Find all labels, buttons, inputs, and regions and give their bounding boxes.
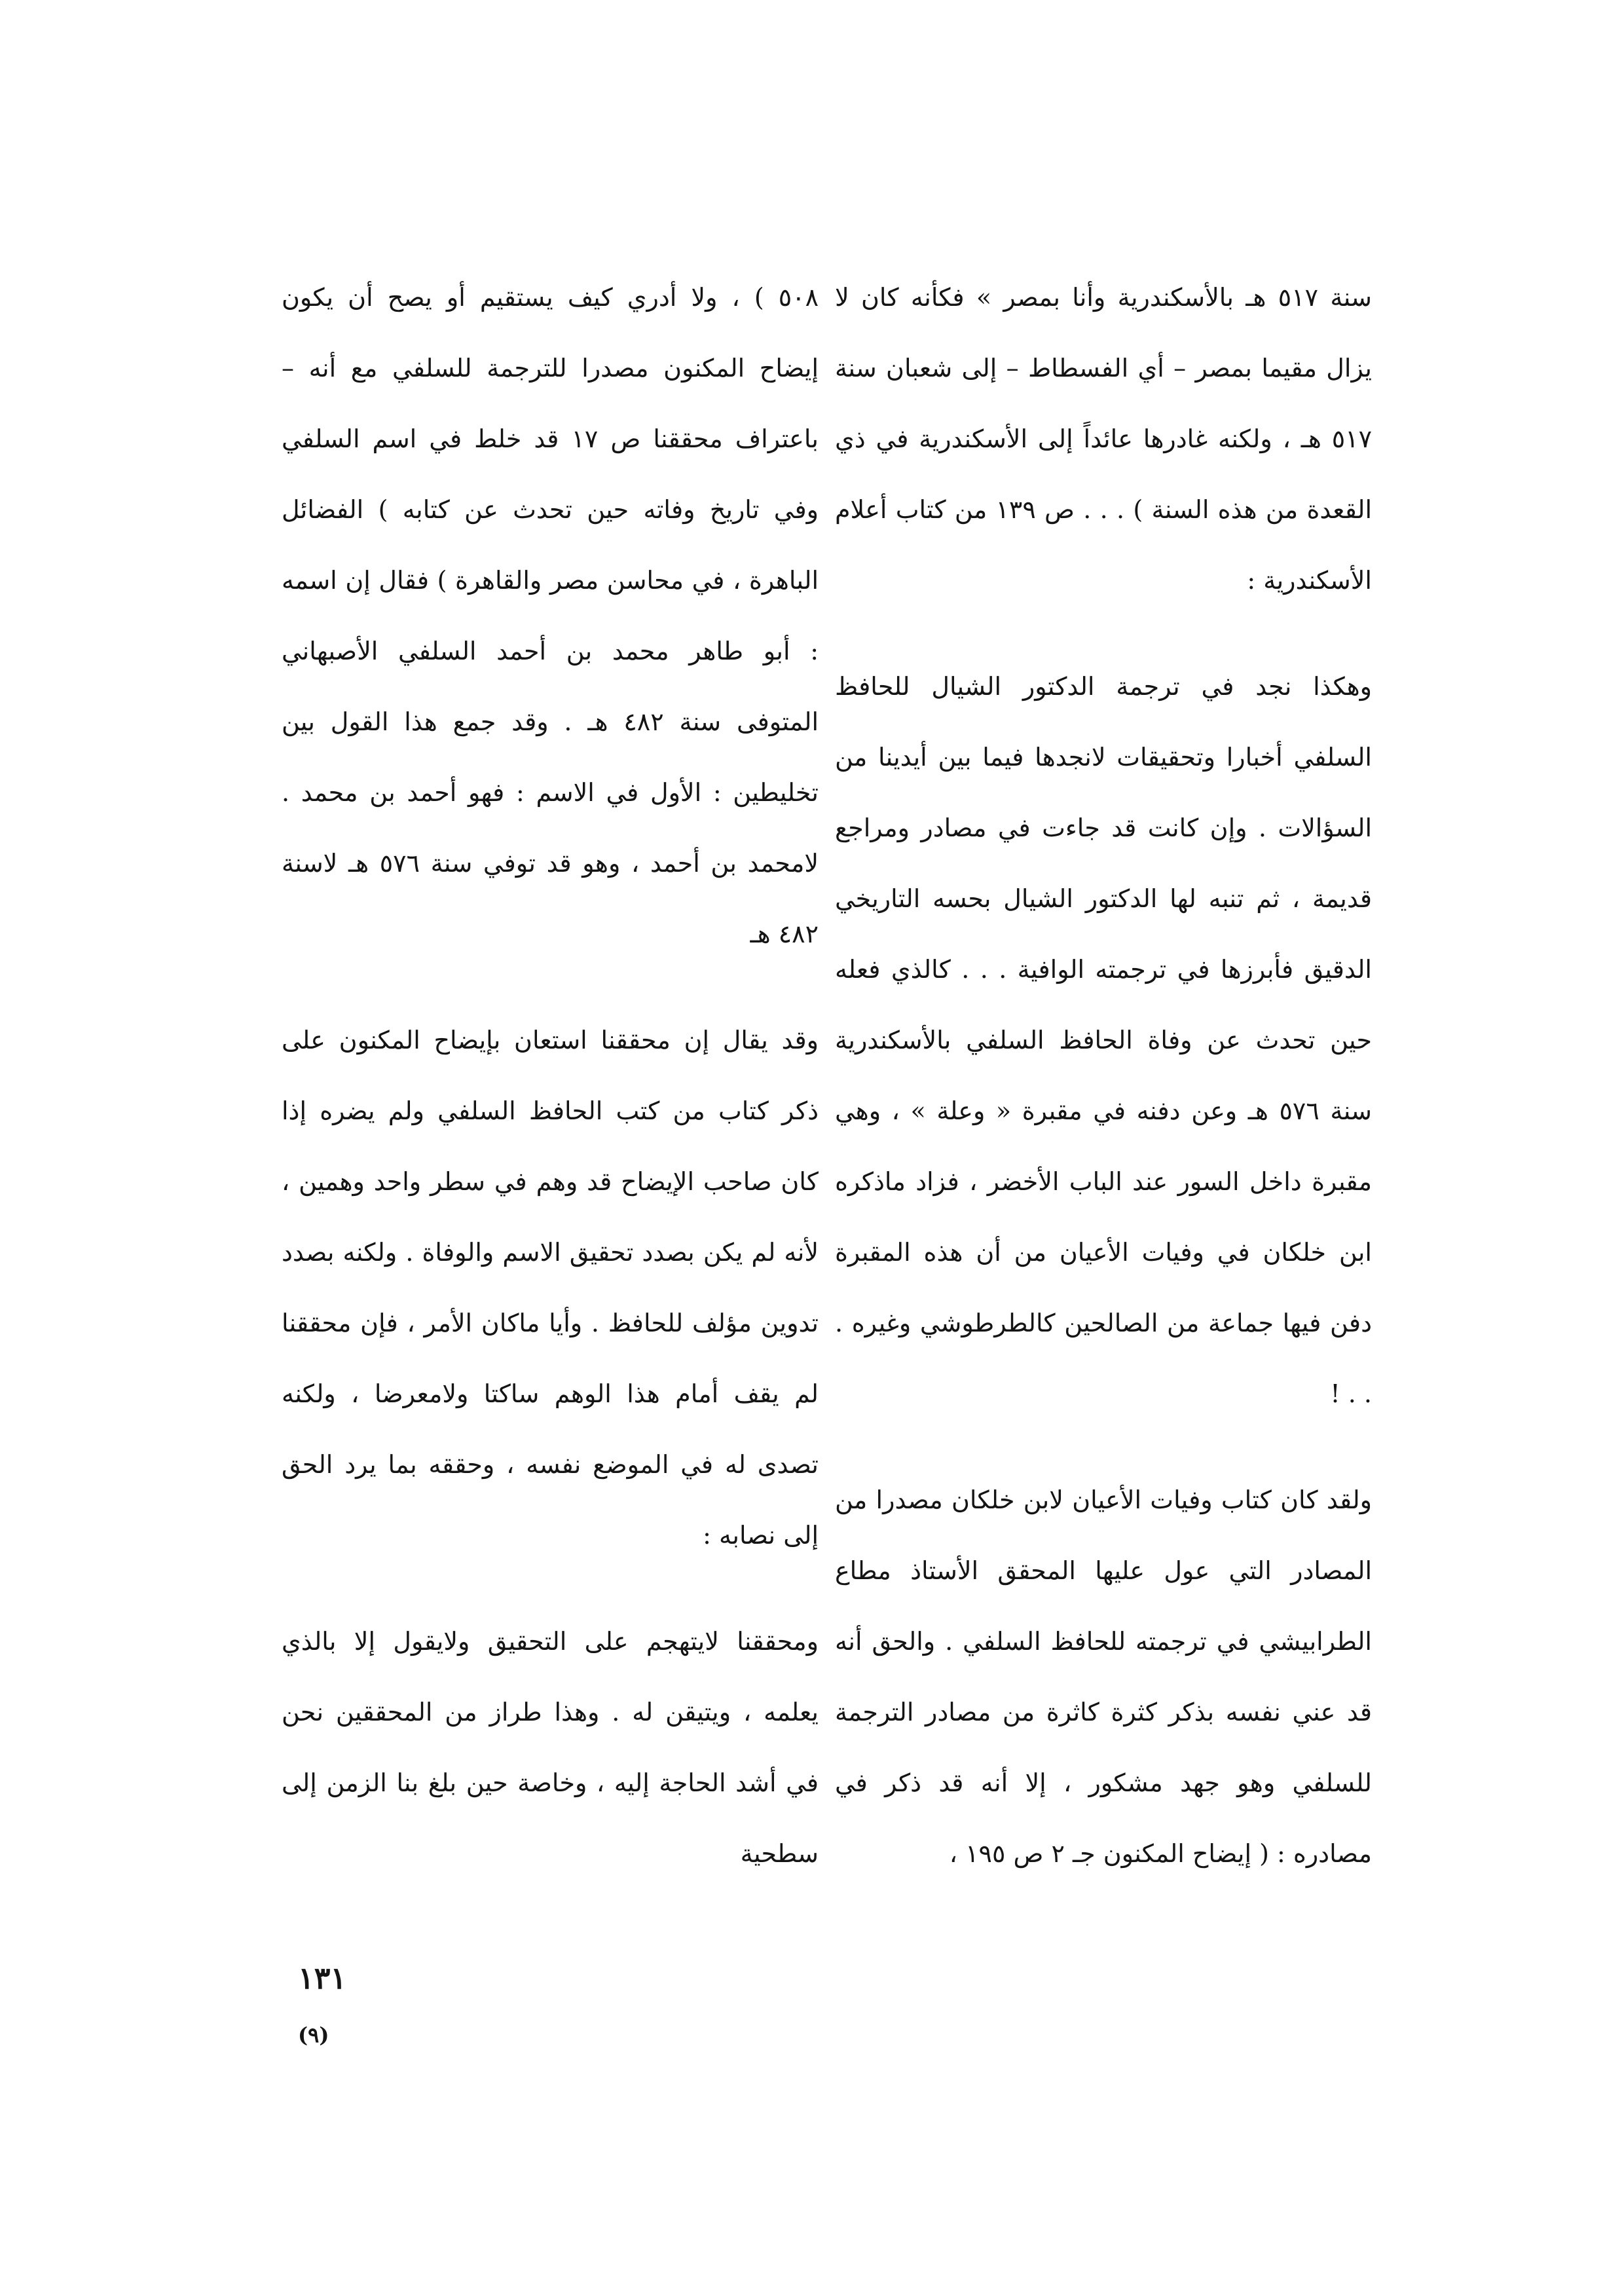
left-text-column bbox=[282, 262, 819, 1889]
paragraph: ومحققنا لايتهجم على التحقيق ولايقول إلا بالذي يعلمه ، ويتيقن له . وهذا طراز من المحققين نحن في أشد الحاجة إليه ، وخاصة حين بلغ بنا الزمن إلى سطحية bbox=[282, 1627, 819, 1868]
right-text-column bbox=[835, 262, 1372, 1889]
page-number: ١٣١ bbox=[298, 1960, 347, 1996]
paragraph: وهكذا نجد في ترجمة الدكتور الشيال للحافظ السلفي أخبارا وتحقيقات لانجدها فيما بين أيدينا من السؤالات . وإن كانت قد جاءت في مصادر ومراجع قديمة ، ثم تنبه لها الدكتور الشيال بحسه التاريخي الدقيق فأبرزها في ترجمته الوافية . . . كالذي فعله حين تحدث عن وفاة الحافظ السلفي بالأسكندرية سنة ٥٧٦ هـ وعن دفنه في مقبرة « وعلة » ، وهي مقبرة داخل السور عند الباب الأخضر ، فزاد ماذكره ابن خلكان في وفيات الأعيان من أن هذه المقبرة دفن فيها جماعة من الصالحين كالطرطوشي وغيره . . . ! bbox=[835, 672, 1373, 1408]
paragraph: ولقد كان كتاب وفيات الأعيان لابن خلكان مصدرا من المصادر التي عول عليها المحقق الأستاذ مطاع الطرابيشي في ترجمته للحافظ السلفي . والحق أنه قد عني نفسه بذكر كثرة كاثرة من مصادر الترجمة للسلفي وهو جهد مشكور ، إلا أنه قد ذكر في مصادره : ( إيضاح المكنون جـ ٢ ص ١٩٥ ، bbox=[835, 1485, 1372, 1868]
signature-mark: (٩) bbox=[298, 2023, 329, 2047]
paragraph: وقد يقال إن محققنا استعان بإيضاح المكنون على ذكر كتاب من كتب الحافظ السلفي ولم يضره إذا كان صاحب الإيضاح قد وهم في سطر واحد وهمين ، لأنه لم يكن بصدد تحقيق الاسم والوفاة . ولكنه بصدد تدوين مؤلف للحافظ . وأيا ماكان الأمر ، فإن محققنا لم يقف أمام هذا الوهم ساكتا ولامعرضا ، ولكنه تصدى له في الموضع نفسه ، وحققه بما يرد الحق إلى نصابه : bbox=[282, 1026, 819, 1550]
paragraph: سنة ٥١٧ هـ بالأسكندرية وأنا بمصر » فكأنه كان لا يزال مقيما بمصر – أي الفسطاط – إلى شعبان سنة ٥١٧ هـ ، ولكنه غادرها عائداً إلى الأسكندرية في ذي القعدة من هذه السنة ) . . . ص ١٣٩ من كتاب أعلام الأسكندرية : bbox=[835, 283, 1372, 595]
paragraph: ٥٠٨ ) ، ولا أدري كيف يستقيم أو يصح أن يكون إيضاح المكنون مصدرا للترجمة للسلفي مع أنه – باعتراف محققنا ص ١٧ قد خلط في اسم السلفي وفي تاريخ وفاته حين تحدث عن كتابه ) الفضائل الباهرة ، في محاسن مصر والقاهرة ) فقال إن اسمه : أبو طاهر محمد بن أحمد السلفي الأصبهاني المتوفى سنة ٤٨٢ هـ . وقد جمع هذا القول بين تخليطين : الأول في الاسم : فهو أحمد بن محمد . لامحمد بن أحمد ، وهو قد توفي سنة ٥٧٦ هـ لاسنة ٤٨٢ هـ bbox=[282, 283, 819, 948]
